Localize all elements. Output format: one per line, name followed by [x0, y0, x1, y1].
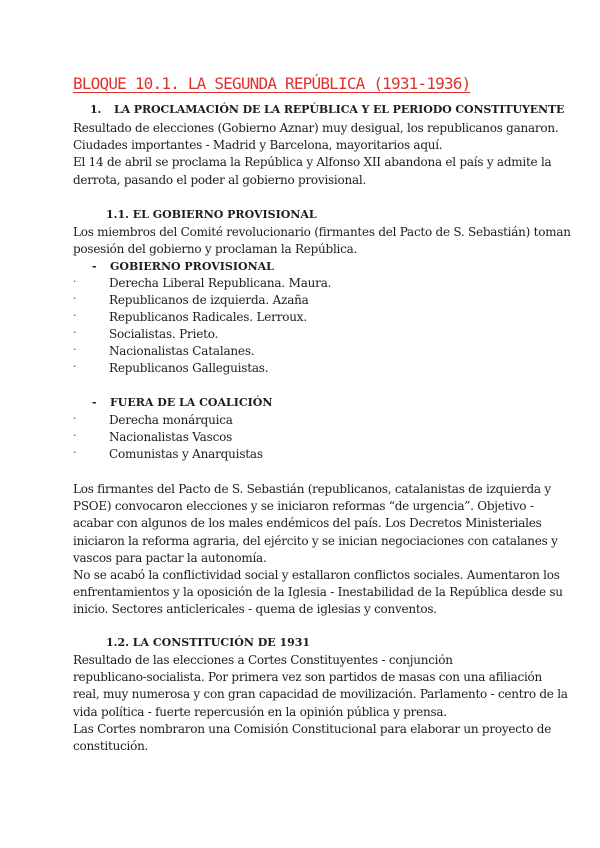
section-1-2-paragraph [73, 652, 568, 755]
paragraph-line: Los firmantes del Pacto de S. Sebastián (republicanos, catalanistas de izquierda y [73, 482, 551, 496]
paragraph-line: PSOE) convocaron elecciones y se iniciaron reformas “de urgencia”. Objetivo - [73, 499, 534, 514]
section-1-1-paragraph-2 [73, 481, 563, 619]
bullet-marker: · [73, 429, 77, 442]
paragraph-line: Los miembros del Comité revolucionario (firmantes del Pacto de S. Sebastián) toman [73, 225, 571, 239]
bullet-marker: · [73, 360, 77, 373]
paragraph-line: posesión del gobierno y proclaman la República. [73, 242, 358, 257]
bullet-marker: · [73, 292, 77, 305]
paragraph-line: No se acabó la conflictividad social y estallaron conflictos sociales. Aumentaron los [73, 568, 560, 583]
section-1-1-paragraph [73, 224, 571, 258]
list-item-text: Socialistas. Prieto. [109, 327, 219, 341]
paragraph-line: constitución. [73, 739, 149, 754]
paragraph-line: acabar con algunos de los males endémicos del país. Los Decretos Ministeriales [73, 516, 542, 531]
bullet-marker: · [73, 446, 77, 459]
paragraph-line: republicano-socialista. Por primera vez son partidos de masas con una afiliación [73, 670, 542, 685]
list-item-text: Derecha monárquica [109, 413, 233, 427]
gobierno-provisional-heading [92, 260, 274, 273]
document-title: BLOQUE 10.1. LA SEGUNDA REPÚBLICA (1931-1936) [73, 74, 471, 93]
paragraph-line: Ciudades importantes - Madrid y Barcelona, mayoritarios aquí. [73, 138, 443, 153]
bullet-marker: · [73, 309, 77, 322]
bullet-marker: · [73, 275, 77, 288]
list-item-text: Comunistas y Anarquistas [109, 447, 263, 461]
section-1-title: LA PROCLAMACIÓN DE LA REPÚBLICA Y EL PERIODO CONSTITUYENTE [114, 103, 565, 116]
paragraph-line: inicio. Sectores anticlericales - quema de iglesias y conventos. [73, 602, 437, 617]
bullet-marker: · [73, 326, 77, 339]
bullet-marker: · [73, 343, 77, 356]
paragraph-line: Las Cortes nombraron una Comisión Constitucional para elaborar un proyecto de [73, 721, 552, 736]
paragraph-line: enfrentamientos y la oposición de la Iglesia - Inestabilidad de la República desde su [73, 585, 563, 600]
paragraph-line: vida política - fuerte repercusión en la opinión pública y prensa. [73, 704, 447, 719]
list-item-text: Nacionalistas Vascos [109, 430, 233, 444]
paragraph-line: real, muy numerosa y con gran capacidad de movilización. Parlamento - centro de la [73, 687, 568, 702]
list-item-text: Nacionalistas Catalanes. [109, 344, 255, 358]
list-item-text: Republicanos de izquierda. Azaña [109, 293, 309, 307]
section-1-2-heading: 1.2. LA CONSTITUCIÓN DE 1931 [106, 636, 311, 649]
list-item-text: Republicanos Radicales. Lerroux. [109, 310, 307, 324]
section-1-paragraph [73, 120, 559, 189]
dash-marker: - [92, 260, 97, 273]
fuera-coalicion-heading [92, 396, 272, 409]
gobierno-provisional-title: GOBIERNO PROVISIONAL [110, 260, 274, 273]
section-1-1-heading: 1.1. EL GOBIERNO PROVISIONAL [106, 208, 317, 221]
bullet-marker: · [73, 412, 77, 425]
section-1-number: 1. [90, 103, 102, 116]
paragraph-line: Resultado de las elecciones a Cortes Constituyentes - conjunción [73, 653, 453, 667]
list-item-text: Republicanos Galleguistas. [109, 361, 269, 375]
fuera-coalicion-title: FUERA DE LA COALICIÓN [110, 396, 273, 409]
paragraph-line: iniciaron la reforma agraria, del ejército y se inician negociaciones con catalanes y [73, 533, 558, 548]
dash-marker: - [92, 396, 97, 409]
section-1-heading [90, 103, 564, 116]
paragraph-line: vascos para pactar la autonomía. [73, 550, 267, 565]
paragraph-line: derrota, pasando el poder al gobierno provisional. [73, 172, 367, 187]
list-item-text: Derecha Liberal Republicana. Maura. [109, 276, 332, 290]
paragraph-line: El 14 de abril se proclama la República y Alfonso XII abandona el país y admite la [73, 155, 552, 170]
paragraph-line: Resultado de elecciones (Gobierno Aznar) muy desigual, los republicanos ganaron. [73, 121, 559, 135]
